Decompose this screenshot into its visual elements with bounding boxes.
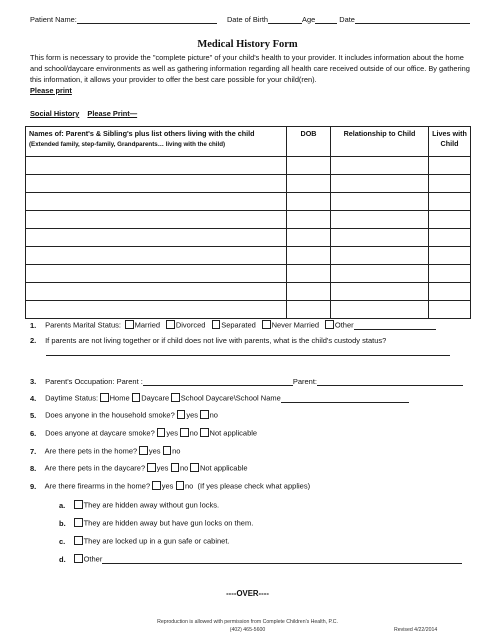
age-label: Age [302, 15, 316, 24]
q6-na-checkbox[interactable] [200, 428, 209, 437]
parent2-occupation-field[interactable] [317, 377, 463, 386]
relationship-column-header: Relationship to Child [331, 127, 429, 157]
q6-label: Does anyone at daycare smoke? [45, 428, 155, 438]
school-label: School Daycare\School Name [180, 393, 281, 403]
q9-no-label: no [185, 481, 194, 491]
q9b-checkbox[interactable] [74, 518, 83, 527]
q9-no-checkbox[interactable] [176, 481, 185, 490]
school-name-field[interactable] [281, 394, 409, 403]
married-checkbox[interactable] [125, 320, 134, 329]
q7-yes-label: yes [148, 446, 161, 456]
q6-na-label: Not applicable [209, 428, 258, 438]
q2-number: 2. [30, 336, 37, 345]
q4-label: Daytime Status: [45, 393, 99, 403]
q5-number: 5. [30, 410, 37, 420]
q5-label: Does anyone in the household smoke? [45, 410, 175, 420]
custody-status-field[interactable] [46, 355, 450, 356]
question-7 [30, 446, 180, 456]
question-1 [30, 320, 436, 330]
question-5 [30, 410, 218, 420]
table-row[interactable] [26, 175, 471, 193]
q9a-label: They are hidden away without gun locks. [83, 500, 220, 510]
q9c-letter: c. [59, 536, 66, 546]
please-print-note: Please print [30, 86, 72, 95]
names-column-header [26, 127, 287, 157]
q9-label: Are there firearms in the home? [44, 481, 151, 491]
question-8 [30, 463, 247, 473]
social-history-heading [30, 109, 137, 118]
over-indicator: ----OVER---- [226, 589, 269, 598]
other-marital-field[interactable] [354, 321, 436, 330]
q9d-other-field[interactable] [102, 555, 462, 564]
lives-with-line1: Lives with [432, 129, 467, 138]
q6-yes-label: yes [166, 428, 179, 438]
q9c-label: They are locked up in a gun safe or cabinet. [83, 536, 230, 546]
question-9d [59, 554, 462, 564]
table-row[interactable] [26, 229, 471, 247]
header-row [30, 15, 470, 24]
intro-text: This form is necessary to provide the "complete picture" of your child's health to your provider. It includes information about the home and school/daycare environments as well as gathering information regarding all health care received outside of our office. By gathering this information, it allows your provider to offer the best care possible for your child(ren). [30, 53, 470, 84]
q9a-letter: a. [59, 500, 66, 510]
q1-label: Parents Marital Status: [45, 320, 121, 330]
lives-with-column-header [429, 127, 471, 157]
table-row[interactable] [26, 157, 471, 175]
q8-yes-label: yes [156, 463, 169, 473]
separated-checkbox[interactable] [212, 320, 221, 329]
q9b-label: They are hidden away but have gun locks on them. [83, 518, 254, 528]
q9d-letter: d. [59, 554, 66, 564]
q9-yes-label: yes [161, 481, 174, 491]
home-label: Home [109, 393, 130, 403]
daycare-checkbox[interactable] [132, 393, 141, 402]
dob-label: Date of Birth [226, 15, 269, 24]
other-marital-checkbox[interactable] [325, 320, 334, 329]
q6-number: 6. [30, 428, 37, 438]
names-header-line2: (Extended family, step-family, Grandparents… living with the child) [29, 140, 226, 148]
q7-label: Are there pets in the home? [44, 446, 138, 456]
q6-no-label: no [189, 428, 198, 438]
divorced-label: Divorced [175, 320, 206, 330]
table-row[interactable] [26, 283, 471, 301]
footer-revised: Revised 4/22/2014 [394, 627, 438, 633]
q5-yes-checkbox[interactable] [177, 410, 186, 419]
q9-note: (If yes please check what applies) [197, 481, 311, 491]
parent1-occupation-field[interactable] [143, 377, 293, 386]
footer-reproduction: Reproduction is allowed with permission from Complete Children's Health, P.C. [157, 619, 338, 625]
q5-yes-label: yes [186, 410, 199, 420]
patient-name-label: Patient Name: [30, 15, 77, 24]
q8-no-label: no [180, 463, 189, 473]
q9d-label: Other [83, 554, 103, 564]
q3-number: 3. [30, 377, 37, 386]
question-3 [30, 377, 463, 386]
q6-no-checkbox[interactable] [180, 428, 189, 437]
table-row[interactable] [26, 211, 471, 229]
q8-na-checkbox[interactable] [190, 463, 199, 472]
q3-label: Parent's Occupation: Parent : [45, 377, 143, 386]
married-label: Married [134, 320, 161, 330]
date-label: Date [339, 15, 355, 24]
page-title: Medical History Form [197, 39, 298, 50]
q7-number: 7. [30, 446, 37, 456]
q5-no-label: no [209, 410, 218, 420]
question-9 [30, 481, 310, 491]
family-table [25, 126, 471, 319]
q7-no-label: no [172, 446, 181, 456]
q7-no-checkbox[interactable] [163, 446, 172, 455]
q9c-checkbox[interactable] [74, 536, 83, 545]
q5-no-checkbox[interactable] [200, 410, 209, 419]
never-married-checkbox[interactable] [262, 320, 271, 329]
daycare-label: Daycare [141, 393, 170, 403]
home-checkbox[interactable] [100, 393, 109, 402]
question-2 [30, 336, 386, 345]
q4-number: 4. [30, 393, 37, 403]
dob-column-header: DOB [287, 127, 331, 157]
q7-yes-checkbox[interactable] [139, 446, 148, 455]
date-field[interactable] [355, 15, 470, 24]
q8-yes-checkbox[interactable] [147, 463, 156, 472]
question-4 [30, 393, 409, 403]
q9b-letter: b. [59, 518, 66, 528]
please-print-label: Please Print— [87, 109, 138, 118]
age-field[interactable] [315, 15, 337, 24]
lives-with-line2: Child [440, 138, 459, 148]
question-9c [59, 536, 230, 546]
other-marital-label: Other [334, 320, 354, 330]
table-row[interactable] [26, 247, 471, 265]
footer-phone: (402) 465-5600 [229, 627, 266, 633]
intro-paragraph [30, 52, 470, 96]
dob-field[interactable] [268, 15, 302, 24]
family-table-header [26, 127, 471, 157]
q9-yes-checkbox[interactable] [152, 481, 161, 490]
never-married-label: Never Married [271, 320, 320, 330]
school-checkbox[interactable] [171, 393, 180, 402]
divorced-checkbox[interactable] [166, 320, 175, 329]
q8-number: 8. [30, 463, 37, 473]
social-history-label: Social History [30, 109, 80, 118]
names-header-line1: Names of: Parent's & Sibling's plus list others living with the child [29, 129, 255, 138]
q9-number: 9. [30, 481, 37, 491]
question-9a [59, 500, 219, 510]
q9a-checkbox[interactable] [74, 500, 83, 509]
question-6 [30, 428, 257, 438]
separated-label: Separated [221, 320, 256, 330]
table-row[interactable] [26, 301, 471, 319]
q3-label2: Parent: [292, 377, 318, 386]
q8-no-checkbox[interactable] [171, 463, 180, 472]
q9d-checkbox[interactable] [74, 554, 83, 563]
table-row[interactable] [26, 265, 471, 283]
table-row[interactable] [26, 193, 471, 211]
q1-number: 1. [30, 320, 37, 330]
q6-yes-checkbox[interactable] [157, 428, 166, 437]
q2-label: If parents are not living together or if child does not live with parents, what is the child's custody status? [45, 336, 387, 345]
patient-name-field[interactable] [77, 15, 217, 24]
q8-label: Are there pets in the daycare? [44, 463, 146, 473]
question-9b [59, 518, 253, 528]
q8-na-label: Not applicable [199, 463, 248, 473]
